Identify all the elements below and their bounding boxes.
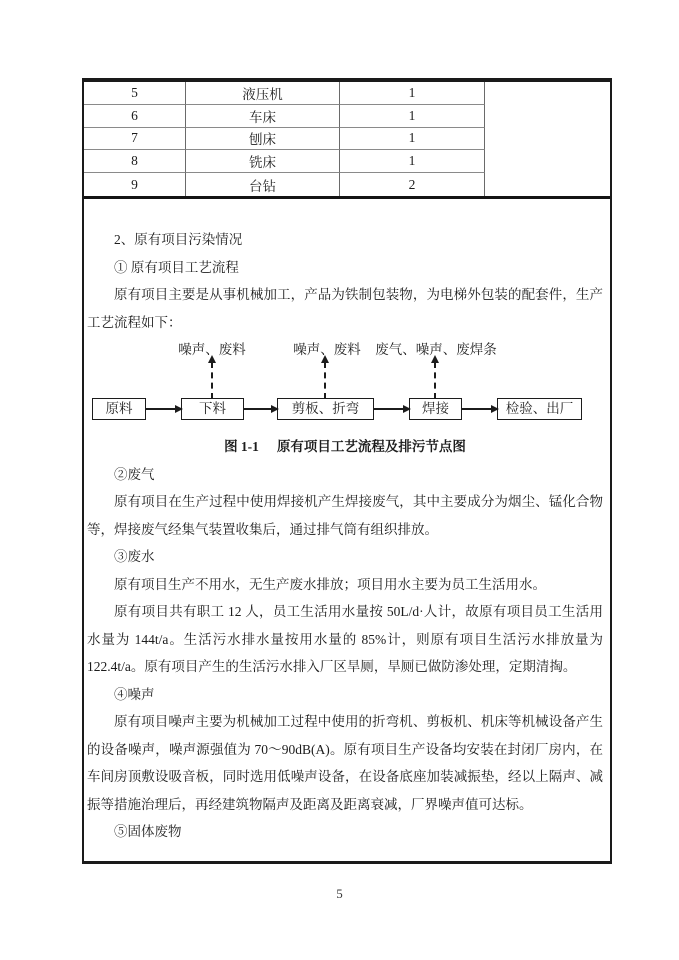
paragraph-line: 原有项目生产不用水，无生产废水排放；项目用水主要为员工生活用水。: [114, 576, 546, 592]
process-box-shearing-bending: 剪板、折弯: [277, 398, 374, 420]
process-box-welding: 焊接: [409, 398, 462, 420]
figure-number: 图 1-1: [224, 439, 259, 454]
paragraph-line: 车间房顶敷设吸音板，同时选用低噪声设备，在设备底座加装减振垫，经以上隔声、减: [87, 769, 603, 784]
equipment-table: [84, 82, 610, 199]
table-cell-qty: 2: [340, 173, 485, 196]
page-frame: [82, 78, 612, 864]
emission-arrow-up-icon: [434, 362, 436, 399]
table-cell-qty: 1: [340, 82, 485, 105]
table-cell-no: 9: [84, 173, 186, 196]
table-cell-no: 5: [84, 82, 186, 105]
table-cell-name: 铣床: [186, 150, 340, 173]
paragraph-line: 工艺流程如下：: [87, 314, 182, 330]
table-cell-qty: 1: [340, 105, 485, 128]
table-cell-qty: 1: [340, 128, 485, 151]
flow-arrow-right-icon: [244, 408, 277, 410]
subsection-heading: ③废水: [114, 549, 155, 564]
table-cell-no: 7: [84, 128, 186, 151]
subsection-heading: ②废气: [114, 466, 155, 482]
section-pollution-overview: [84, 199, 610, 846]
paragraph-line: 原有项目共有职工 12 人，员工生活用水量按 50L/d·人计，故原有项目员工生活用: [114, 604, 603, 619]
table-cell-name: 液压机: [186, 82, 340, 105]
emission-arrow-up-icon: [211, 362, 213, 399]
paragraph-line: 振等措施治理后，再经建筑物隔声及距离及距离衰减，厂界噪声值可达标。: [87, 796, 533, 812]
emission-label: 噪声、废料: [178, 342, 246, 357]
process-box-inspection-shipping: 检验、出厂: [497, 398, 582, 420]
figure-caption: [87, 433, 603, 461]
process-box-blanking: 下料: [181, 398, 244, 420]
flow-arrow-right-icon: [146, 408, 181, 410]
paragraph-line: 等，焊接废气经集气装置收集后，通过排气筒有组织排放。: [87, 521, 438, 537]
table-cell-empty-merged: [485, 82, 610, 196]
flow-arrow-right-icon: [462, 408, 497, 410]
table-cell-qty: 1: [340, 150, 485, 173]
table-cell-no: 8: [84, 150, 186, 173]
table-cell-no: 6: [84, 105, 186, 128]
flow-arrow-right-icon: [374, 408, 409, 410]
paragraph-line: 水量为 144t/a。生活污水排水量按用水量的 85%计，则原有项目生活污水排放量为: [87, 631, 603, 647]
table-cell-name: 车床: [186, 105, 340, 128]
paragraph-line: 的设备噪声，噪声源强值为 70～90dB(A)。原有项目生产设备均安装在封闭厂房内，在: [87, 741, 603, 757]
section-heading: 2、原有项目污染情况: [114, 232, 243, 247]
process-flow-diagram: [87, 341, 603, 431]
subsection-heading: ⑤固体废物: [114, 824, 182, 839]
paragraph-line: 原有项目在生产过程中使用焊接机产生焊接废气，其中主要成分为烟尘、锰化合物: [114, 494, 603, 509]
emission-label: 噪声、废料: [293, 342, 361, 357]
paragraph-line: 122.4t/a。原有项目产生的生活污水排入厂区旱厕，旱厕已做防渗处理，定期清掏。: [87, 659, 577, 674]
paragraph-line: 原有项目主要是从事机械加工，产品为铁制包装物，为电梯外包装的配套件，生产: [114, 287, 603, 302]
page-number: 5: [336, 886, 343, 901]
paragraph-line: 原有项目噪声主要为机械加工过程中使用的折弯机、剪板机、机床等机械设备产生: [114, 714, 603, 729]
figure-title: 原有项目工艺流程及排污节点图: [276, 439, 466, 454]
table-cell-name: 台钻: [186, 173, 340, 196]
process-box-raw-material: 原料: [92, 398, 146, 420]
subsection-heading: ④噪声: [114, 686, 155, 702]
emission-arrow-up-icon: [324, 362, 326, 399]
table-cell-name: 刨床: [186, 128, 340, 151]
subsection-heading: ① 原有项目工艺流程: [114, 259, 239, 275]
emission-label: 废气、噪声、废焊条: [375, 342, 497, 357]
